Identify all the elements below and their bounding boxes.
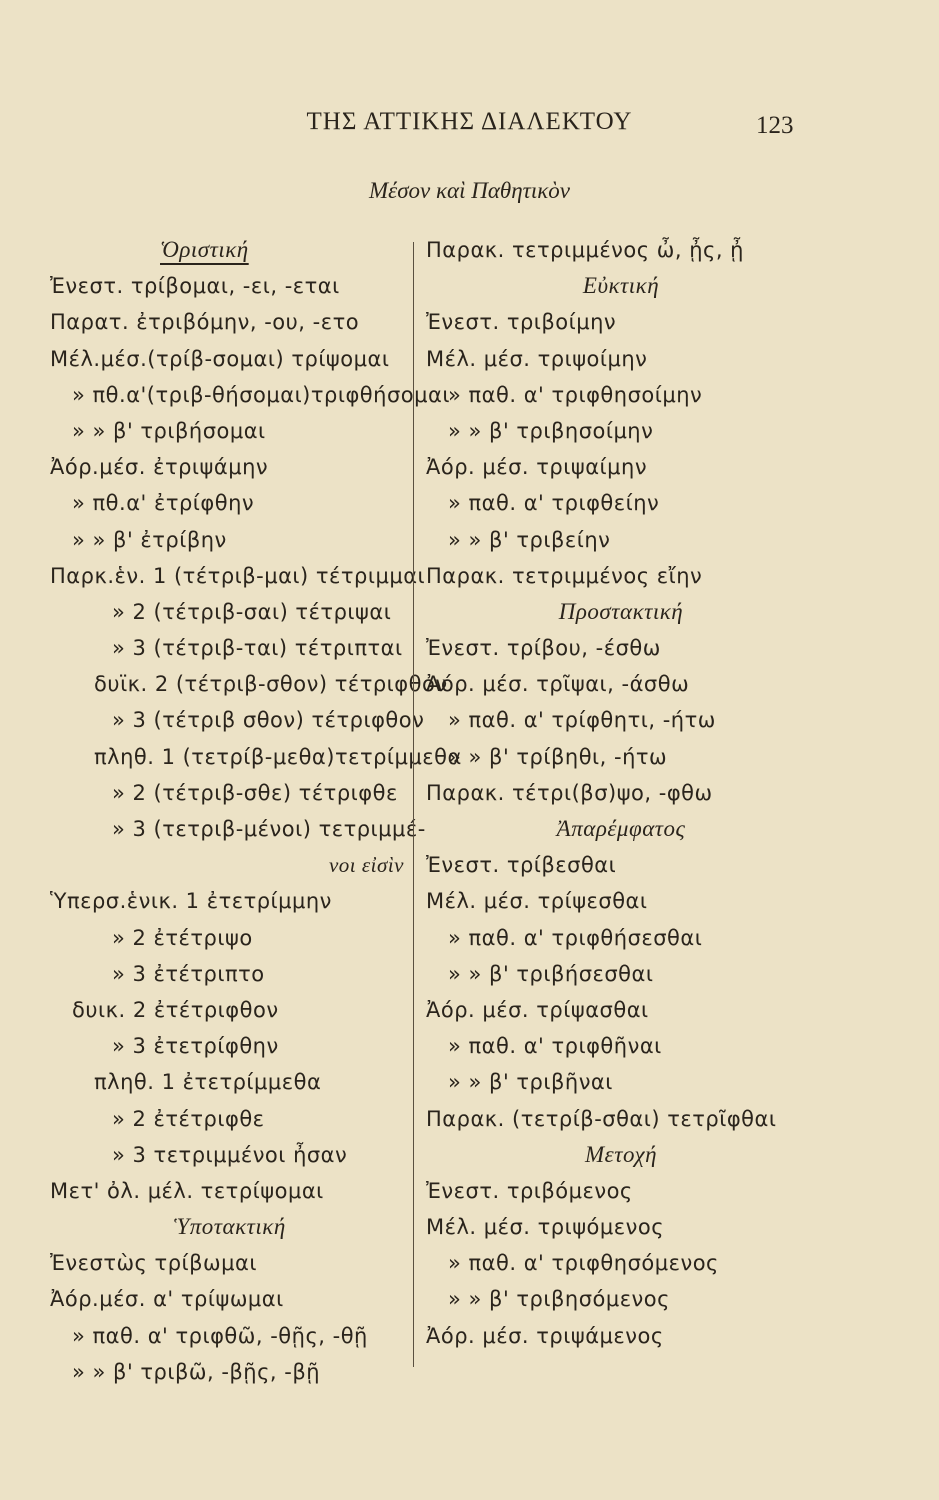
paradigm-line: Μέλ. μέσ. τριψόμενος — [426, 1215, 665, 1240]
column-divider — [413, 242, 414, 1367]
paradigm-line: δυικ. 2 ἐτέτριφθον — [72, 997, 279, 1022]
paradigm-line: Παρακ. τέτρι(βσ)ψο, -φθω — [426, 780, 713, 805]
paradigm-line: πληθ. 1 ἐτετρίμμεθα — [94, 1070, 322, 1095]
paradigm-line: » 2 ἐτέτριψο — [112, 925, 253, 950]
paradigm-line: » παθ. α' τριφθείην — [448, 491, 660, 516]
paradigm-line: Μέλ.μέσ.(τρίβ-σομαι) τρίψομαι — [50, 346, 390, 371]
left-column — [50, 232, 462, 1390]
paradigm-line: » 3 (τετριβ-μένοι) τετριμμέ- — [112, 817, 426, 841]
paradigm-line: » παθ. α' τρίφθητι, -ήτω — [448, 708, 716, 733]
paradigm-line: Ἐνεστ. τρίβεσθαι — [426, 853, 617, 878]
paradigm-line: Ὑπερσ.ἑνικ. 1 ἐτετρίμμην — [50, 889, 332, 914]
paradigm-line: » 3 (τέτριβ-ται) τέτριπται — [112, 636, 403, 661]
paradigm-line: Ἐνεστ. τρίβομαι, -ει, -εται — [50, 274, 340, 299]
paradigm-line: » » β' τριβῆναι — [448, 1070, 613, 1095]
paradigm-line: » 3 (τέτριβ σθον) τέτριφθον — [112, 708, 425, 733]
paradigm-line: » » β' τριβησοίμην — [448, 418, 654, 443]
page-number: 123 — [756, 112, 794, 139]
paradigm-line: Μέλ. μέσ. τριψοίμην — [426, 346, 648, 371]
paradigm-line: Ἐνεστὼς τρίβωμαι — [50, 1251, 257, 1276]
paradigm-line: » » β' τριβησόμενος — [448, 1287, 670, 1312]
paradigm-line: νοι εἰσὶν — [328, 853, 404, 878]
paradigm-line: Ἐνεστ. τριβόμενος — [426, 1178, 633, 1203]
paradigm-line: » 3 τετριμμένοι ἦσαν — [112, 1142, 348, 1167]
paradigm-line: Παρατ. ἐτριβόμην, -ου, -ετο — [50, 310, 360, 335]
paradigm-line: Μετ' ὀλ. μέλ. τετρίψομαι — [50, 1178, 324, 1203]
mood-heading: Ὑποτακτική — [174, 1214, 286, 1240]
paradigm-line: » » β' τριβείην — [448, 527, 611, 552]
paradigm-line: Ἀόρ.μέσ. ἐτριψάμην — [50, 455, 269, 480]
paradigm-line: » 2 (τέτριβ-σθε) τέτριφθε — [112, 780, 398, 805]
paradigm-line: Ἀόρ.μέσ. α' τρίψωμαι — [50, 1287, 284, 1312]
paradigm-line: » παθ. α' τριφθῆναι — [448, 1034, 662, 1059]
paradigm-line: » 3 ἐτέτριπτο — [112, 961, 265, 986]
paradigm-line: Ἀόρ. μέσ. τριψάμενος — [426, 1323, 664, 1348]
paradigm-line: » πθ.α' ἐτρίφθην — [72, 491, 255, 516]
paradigm-line: » 3 ἐτετρίφθην — [112, 1034, 279, 1059]
paradigm-line: » » β' τριβήσεσθαι — [448, 961, 654, 986]
paradigm-line: Παρκ.ἑν. 1 (τέτριβ-μαι) τέτριμμαι — [50, 563, 426, 588]
paradigm-line: » » β' τρίβηθι, -ήτω — [448, 744, 668, 769]
paradigm-line: » παθ. α' τριφθήσεσθαι — [448, 925, 703, 950]
paradigm-line: πληθ. 1 (τετρίβ-μεθα)τετρίμμεθα — [94, 744, 462, 769]
paradigm-line: » 2 ἐτέτριφθε — [112, 1106, 265, 1131]
paradigm-line: Ἀόρ. μέσ. τριψαίμην — [426, 455, 648, 480]
mood-heading: Ἀπαρέμφατος — [556, 816, 686, 841]
right-column — [426, 232, 816, 1354]
paradigm-line: Ἀόρ. μέσ. τρίψασθαι — [426, 997, 649, 1022]
running-head: ΤΗΣ ΑΤΤΙΚΗΣ ΔΙΑΛΕΚΤΟΥ — [306, 108, 633, 135]
paradigm-line: » » β' τριβήσομαι — [72, 418, 266, 443]
paradigm-line: Μέλ. μέσ. τρίψεσθαι — [426, 889, 648, 914]
paradigm-line: Παρακ. τετριμμένος εἴην — [426, 563, 703, 588]
paradigm-line: » 2 (τέτριβ-σαι) τέτριψαι — [112, 599, 392, 624]
mood-heading: Εὐκτική — [582, 273, 660, 299]
paradigm-line: » πθ.α'(τριβ-θήσομαι)τριφθήσομαι — [72, 382, 450, 407]
paradigm-line: » » β' τριβῶ, -βῇς, -βῇ — [72, 1359, 321, 1384]
paradigm-line: » παθ. α' τριφθησόμενος — [448, 1251, 719, 1276]
mood-heading: Προστακτική — [558, 598, 684, 624]
paradigm-line: δυϊκ. 2 (τέτριβ-σθον) τέτριφθον — [94, 672, 448, 697]
paradigm-line: Ἀόρ. μέσ. τρῖψαι, -άσθω — [426, 672, 690, 697]
mood-heading: Ὁριστική — [160, 237, 249, 262]
paradigm-line: Παρακ. τετριμμένος ὦ, ᾖς, ᾖ — [426, 238, 744, 262]
paradigm-line: » » β' ἐτρίβην — [72, 527, 227, 552]
paradigm-line: Παρακ. (τετρίβ-σθαι) τετρῖφθαι — [426, 1106, 777, 1131]
mood-heading: Μετοχή — [584, 1141, 658, 1167]
section-title: Μέσον καὶ Παθητικὸν — [368, 178, 571, 203]
paradigm-line: » παθ. α' τριφθῶ, -θῇς, -θῇ — [72, 1323, 368, 1348]
paradigm-line: Ἐνεστ. τρίβου, -έσθω — [426, 636, 661, 661]
paradigm-line: Ἐνεστ. τριβοίμην — [426, 310, 617, 335]
paradigm-line: » παθ. α' τριφθησοίμην — [448, 382, 703, 407]
